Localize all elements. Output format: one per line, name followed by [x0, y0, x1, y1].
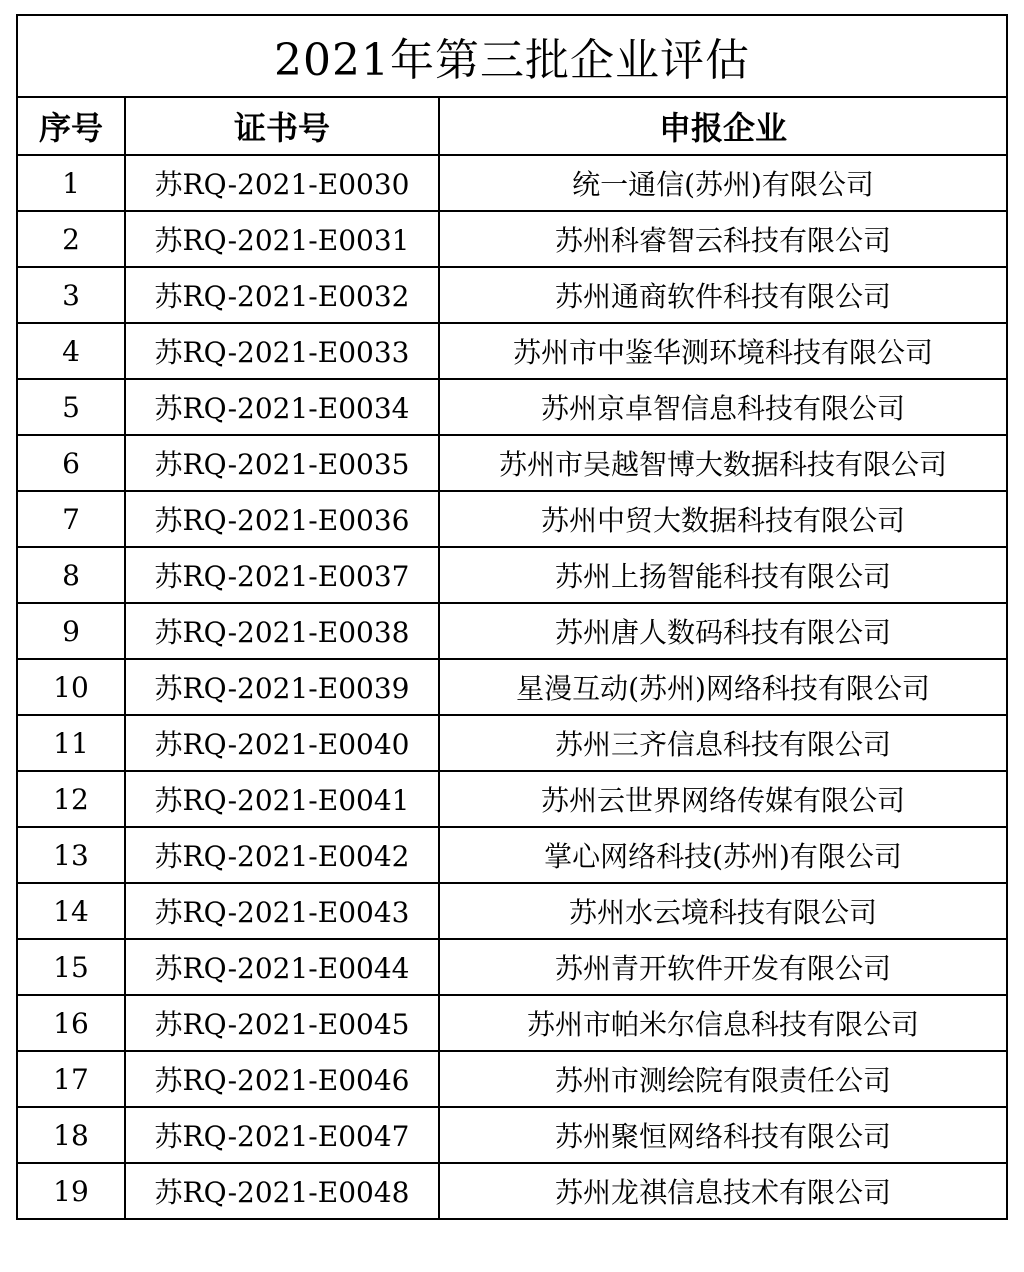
table-row	[17, 603, 1007, 659]
cell-certificate: 苏RQ-2021-E0036	[125, 491, 439, 547]
table-row	[17, 491, 1007, 547]
header-company: 申报企业	[439, 97, 1007, 155]
cell-index: 15	[17, 939, 125, 995]
cell-certificate: 苏RQ-2021-E0031	[125, 211, 439, 267]
cell-company: 统一通信(苏州)有限公司	[439, 155, 1007, 211]
cell-index: 8	[17, 547, 125, 603]
cell-company: 苏州科睿智云科技有限公司	[439, 211, 1007, 267]
cell-company: 苏州水云境科技有限公司	[439, 883, 1007, 939]
cell-company: 苏州通商软件科技有限公司	[439, 267, 1007, 323]
cell-index: 7	[17, 491, 125, 547]
cell-company: 苏州市中鉴华测环境科技有限公司	[439, 323, 1007, 379]
table-row	[17, 883, 1007, 939]
cell-index: 5	[17, 379, 125, 435]
table-row	[17, 715, 1007, 771]
cell-company: 苏州市吴越智博大数据科技有限公司	[439, 435, 1007, 491]
cell-company: 苏州中贸大数据科技有限公司	[439, 491, 1007, 547]
cell-index: 2	[17, 211, 125, 267]
cell-certificate: 苏RQ-2021-E0047	[125, 1107, 439, 1163]
header-row	[17, 97, 1007, 155]
cell-company: 苏州唐人数码科技有限公司	[439, 603, 1007, 659]
cell-index: 12	[17, 771, 125, 827]
evaluation-sheet	[16, 14, 1006, 1220]
cell-index: 14	[17, 883, 125, 939]
table-row	[17, 435, 1007, 491]
cell-company: 苏州上扬智能科技有限公司	[439, 547, 1007, 603]
cell-certificate: 苏RQ-2021-E0039	[125, 659, 439, 715]
cell-company: 苏州京卓智信息科技有限公司	[439, 379, 1007, 435]
cell-certificate: 苏RQ-2021-E0033	[125, 323, 439, 379]
header-index: 序号	[17, 97, 125, 155]
cell-certificate: 苏RQ-2021-E0043	[125, 883, 439, 939]
cell-company: 星漫互动(苏州)网络科技有限公司	[439, 659, 1007, 715]
cell-certificate: 苏RQ-2021-E0038	[125, 603, 439, 659]
cell-company: 苏州三齐信息科技有限公司	[439, 715, 1007, 771]
table-row	[17, 211, 1007, 267]
cell-certificate: 苏RQ-2021-E0041	[125, 771, 439, 827]
cell-index: 13	[17, 827, 125, 883]
cell-company: 苏州青开软件开发有限公司	[439, 939, 1007, 995]
cell-certificate: 苏RQ-2021-E0046	[125, 1051, 439, 1107]
cell-certificate: 苏RQ-2021-E0040	[125, 715, 439, 771]
cell-index: 4	[17, 323, 125, 379]
cell-index: 17	[17, 1051, 125, 1107]
table-body	[17, 155, 1007, 1219]
title-row	[17, 15, 1007, 97]
table-row	[17, 771, 1007, 827]
table-title: 2021年第三批企业评估	[17, 15, 1007, 97]
table-row	[17, 827, 1007, 883]
table-row	[17, 379, 1007, 435]
cell-certificate: 苏RQ-2021-E0044	[125, 939, 439, 995]
cell-certificate: 苏RQ-2021-E0042	[125, 827, 439, 883]
cell-company: 苏州云世界网络传媒有限公司	[439, 771, 1007, 827]
cell-certificate: 苏RQ-2021-E0032	[125, 267, 439, 323]
cell-index: 11	[17, 715, 125, 771]
table-row	[17, 939, 1007, 995]
cell-index: 16	[17, 995, 125, 1051]
cell-certificate: 苏RQ-2021-E0037	[125, 547, 439, 603]
cell-company: 苏州市帕米尔信息科技有限公司	[439, 995, 1007, 1051]
table-row	[17, 323, 1007, 379]
table-row	[17, 547, 1007, 603]
cell-company: 苏州龙祺信息技术有限公司	[439, 1163, 1007, 1219]
cell-certificate: 苏RQ-2021-E0048	[125, 1163, 439, 1219]
cell-index: 10	[17, 659, 125, 715]
evaluation-table	[16, 14, 1008, 1220]
cell-index: 18	[17, 1107, 125, 1163]
header-certificate: 证书号	[125, 97, 439, 155]
cell-index: 19	[17, 1163, 125, 1219]
table-row	[17, 155, 1007, 211]
table-row	[17, 1051, 1007, 1107]
cell-company: 苏州聚恒网络科技有限公司	[439, 1107, 1007, 1163]
table-row	[17, 659, 1007, 715]
cell-index: 1	[17, 155, 125, 211]
table-row	[17, 995, 1007, 1051]
cell-index: 3	[17, 267, 125, 323]
cell-certificate: 苏RQ-2021-E0035	[125, 435, 439, 491]
cell-certificate: 苏RQ-2021-E0045	[125, 995, 439, 1051]
cell-index: 6	[17, 435, 125, 491]
cell-certificate: 苏RQ-2021-E0030	[125, 155, 439, 211]
cell-company: 掌心网络科技(苏州)有限公司	[439, 827, 1007, 883]
cell-company: 苏州市测绘院有限责任公司	[439, 1051, 1007, 1107]
table-row	[17, 267, 1007, 323]
table-row	[17, 1163, 1007, 1219]
table-row	[17, 1107, 1007, 1163]
cell-index: 9	[17, 603, 125, 659]
cell-certificate: 苏RQ-2021-E0034	[125, 379, 439, 435]
